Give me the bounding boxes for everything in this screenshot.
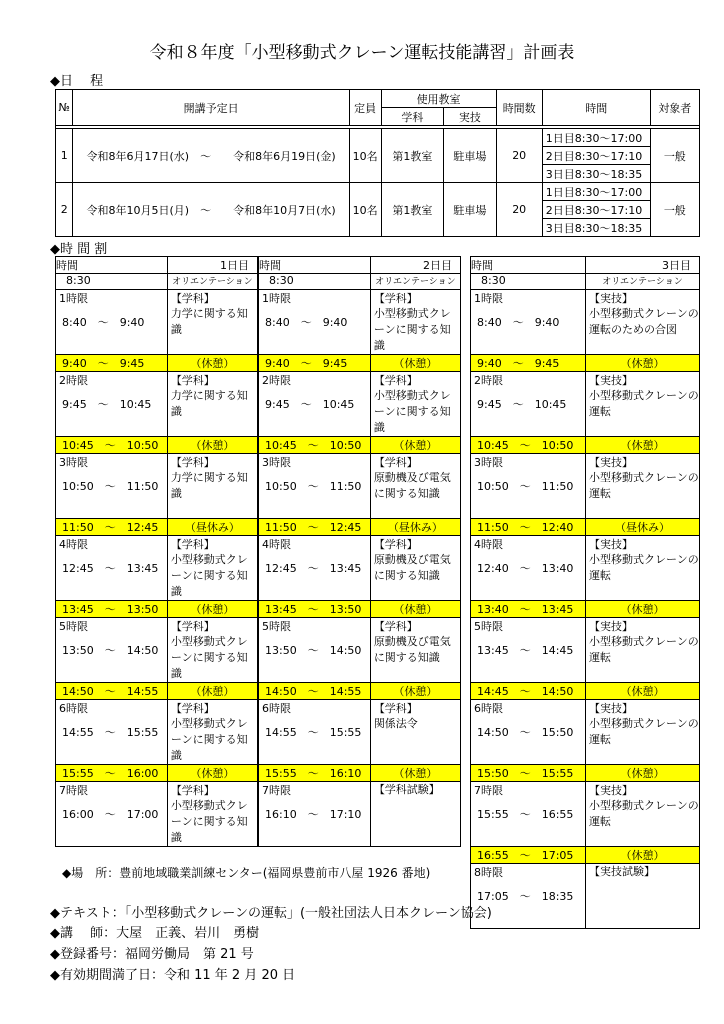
row-no: 1 [56, 129, 73, 183]
break-row [259, 519, 461, 536]
break-row [56, 601, 258, 618]
period-time: 13:50 〜 14:50 [62, 644, 159, 657]
period-time: 14:50 〜 15:50 [477, 726, 574, 739]
day-label: 2日目 [370, 257, 460, 274]
period-subject: 力学に関する知識 [170, 307, 248, 336]
col-time: 時間 [542, 90, 650, 126]
col-classroom: 使用教室 [381, 90, 496, 108]
break-row [56, 437, 258, 454]
row-capacity: 10名 [349, 183, 381, 237]
break-label: （昼休み） [167, 519, 257, 536]
row-dates [73, 129, 349, 183]
period-subject: 原動機及び電気に関する知識 [373, 635, 451, 664]
period-category: 【実技】 [588, 538, 633, 551]
break-label: （休憩） [167, 765, 257, 782]
period-category: 【学科】 [170, 374, 215, 387]
period-row [56, 782, 258, 847]
period-row [471, 782, 700, 847]
row-hours: 20 [496, 183, 542, 237]
break-row [471, 601, 700, 618]
period-subject: 小型移動式クレーンの運転 [588, 635, 699, 664]
period-row [471, 864, 700, 929]
period-category: 【実技】 [588, 456, 633, 469]
start-time: 8:30 [56, 274, 168, 290]
time-header: 時間 [259, 257, 371, 274]
period-row [56, 290, 258, 355]
break-label: （休憩） [585, 683, 699, 700]
break-label: （昼休み） [585, 519, 699, 536]
period-row [471, 454, 700, 519]
period-time: 12:45 〜 13:45 [62, 562, 159, 575]
break-time: 11:50 〜 12:40 [471, 519, 586, 536]
break-row [56, 765, 258, 782]
period-time: 9:45 〜 10:45 [265, 398, 355, 411]
break-row [471, 765, 700, 782]
break-time: 15:50 〜 15:55 [471, 765, 586, 782]
break-label: （休憩） [167, 683, 257, 700]
period-label: 4時限 [262, 538, 291, 551]
period-row [56, 454, 258, 519]
period-subject: 原動機及び電気に関する知識 [373, 471, 451, 500]
row-lecture: 第1教室 [381, 183, 444, 237]
period-label: 3時限 [59, 456, 88, 469]
period-subject: 小型移動式クレーンに関する知識 [170, 553, 248, 598]
period-label: 2時限 [474, 374, 503, 387]
period-label: 8時限 [474, 866, 503, 879]
period-subject: 小型移動式クレーンに関する知識 [170, 799, 248, 844]
period-row [471, 700, 700, 765]
break-row [259, 437, 461, 454]
period-row [259, 618, 461, 683]
row-time-day3: 3日目8:30～18:35 [542, 165, 650, 183]
timetable-day-1 [55, 256, 258, 847]
period-time: 15:55 〜 16:55 [477, 808, 574, 821]
break-time: 13:40 〜 13:45 [471, 601, 586, 618]
period-subject: 【学科試験】 [373, 783, 440, 796]
period-time: 10:50 〜 11:50 [62, 480, 159, 493]
period-category: 【実技】 [588, 292, 633, 305]
period-row [471, 290, 700, 355]
period-row [259, 372, 461, 437]
break-time: 13:45 〜 13:50 [56, 601, 168, 618]
period-category: 【実技】 [588, 374, 633, 387]
period-label: 6時限 [262, 702, 291, 715]
period-subject: 小型移動式クレーンに関する知識 [373, 389, 451, 434]
period-category: 【学科】 [170, 292, 215, 305]
period-time: 9:45 〜 10:45 [477, 398, 567, 411]
period-category: 【学科】 [373, 374, 418, 387]
break-label: （休憩） [370, 355, 460, 372]
break-time: 10:45 〜 10:50 [471, 437, 586, 454]
period-subject: 小型移動式クレーンの運転 [588, 799, 699, 828]
period-label: 3時限 [262, 456, 291, 469]
period-category: 【学科】 [373, 292, 418, 305]
period-category: 【学科】 [170, 538, 215, 551]
period-time: 10:50 〜 11:50 [265, 480, 362, 493]
break-label: （昼休み） [370, 519, 460, 536]
period-label: 5時限 [262, 620, 291, 633]
period-category: 【学科】 [170, 702, 215, 715]
period-subject: 小型移動式クレーンに関する知識 [373, 307, 451, 352]
period-category: 【実技】 [588, 620, 633, 633]
period-label: 6時限 [59, 702, 88, 715]
row-no: 2 [56, 183, 73, 237]
period-category: 【学科】 [170, 784, 215, 797]
period-subject: 力学に関する知識 [170, 389, 248, 418]
time-header: 時間 [56, 257, 168, 274]
period-time: 8:40 〜 9:40 [477, 316, 560, 329]
period-row [259, 290, 461, 355]
row-practice: 駐車場 [444, 129, 496, 183]
row-dates [73, 183, 349, 237]
period-time: 9:45 〜 10:45 [62, 398, 152, 411]
period-row [471, 536, 700, 601]
col-target: 対象者 [650, 90, 699, 126]
start-date: 令和8年10月5日(月) ～ [86, 203, 212, 217]
break-row [471, 683, 700, 700]
period-label: 2時限 [262, 374, 291, 387]
row-practice: 駐車場 [444, 183, 496, 237]
row-hours: 20 [496, 129, 542, 183]
period-time: 13:45 〜 14:45 [477, 644, 574, 657]
instructors: ◆講 師：大屋 正義、岩川 勇樹 [50, 926, 260, 941]
break-row [259, 765, 461, 782]
schedule-row [56, 183, 700, 201]
day-label: 3日目 [585, 257, 699, 274]
row-capacity: 10名 [349, 129, 381, 183]
period-time: 10:50 〜 11:50 [477, 480, 574, 493]
schedule-table [55, 89, 700, 237]
page-title: 令和８年度「小型移動式クレーン運転技能講習」計画表 [149, 43, 575, 63]
timetable-heading: ◆時 間 割 [50, 242, 108, 257]
end-date: 令和8年6月19日(金) [233, 149, 336, 163]
break-label: （休憩） [167, 355, 257, 372]
break-row [259, 683, 461, 700]
period-subject: 小型移動式クレーンの運転 [588, 471, 699, 500]
break-time: 15:55 〜 16:10 [259, 765, 371, 782]
period-subject: 関係法令 [373, 717, 418, 730]
period-row [259, 782, 461, 847]
row-time-day3: 3日目8:30～18:35 [542, 219, 650, 237]
orientation: オリエンテーション [370, 274, 460, 290]
period-subject: 小型移動式クレーンの運転 [588, 553, 699, 582]
orientation: オリエンテーション [585, 274, 699, 290]
registration-number: ◆登録番号：福岡労働局 第 21 号 [50, 947, 254, 962]
row-time-day2: 2日目8:30～17:10 [542, 201, 650, 219]
break-row [56, 683, 258, 700]
textbook: ◆テキスト：「小型移動式クレーンの運転」(一般社団法人日本クレーン協会) [50, 906, 492, 921]
period-label: 1時限 [262, 292, 291, 305]
period-subject: 小型移動式クレーンに関する知識 [170, 717, 248, 762]
row-time-day2: 2日目8:30～17:10 [542, 147, 650, 165]
expiry-date: ◆有効期間満了日：令和 11 年 2 月 20 日 [50, 968, 296, 983]
break-row [471, 847, 700, 864]
break-time: 10:45 〜 10:50 [259, 437, 371, 454]
break-label: （休憩） [585, 355, 699, 372]
period-time: 8:40 〜 9:40 [265, 316, 348, 329]
break-label: （休憩） [370, 683, 460, 700]
period-subject: 【実技試験】 [588, 865, 655, 878]
period-label: 4時限 [59, 538, 88, 551]
period-label: 7時限 [474, 784, 503, 797]
timetable-day-3 [470, 256, 700, 929]
period-label: 1時限 [59, 292, 88, 305]
time-header: 時間 [471, 257, 586, 274]
break-row [471, 437, 700, 454]
period-time: 14:55 〜 15:55 [265, 726, 362, 739]
break-row [259, 601, 461, 618]
period-row [56, 372, 258, 437]
break-time: 13:45 〜 13:50 [259, 601, 371, 618]
end-date: 令和8年10月7日(水) [233, 203, 336, 217]
venue: ◆場 所：豊前地域職業訓練センター(福岡県豊前市八屋 1926 番地) [62, 866, 431, 880]
period-subject: 力学に関する知識 [170, 471, 248, 500]
schedule-row [56, 129, 700, 147]
col-no: № [56, 90, 73, 126]
break-label: （休憩） [370, 765, 460, 782]
col-lecture: 学科 [381, 108, 444, 126]
start-time: 8:30 [471, 274, 586, 290]
period-row [471, 372, 700, 437]
break-time: 9:40 〜 9:45 [56, 355, 168, 372]
period-time: 14:55 〜 15:55 [62, 726, 159, 739]
period-label: 7時限 [262, 784, 291, 797]
period-time: 16:10 〜 17:10 [265, 808, 362, 821]
period-label: 5時限 [59, 620, 88, 633]
period-label: 4時限 [474, 538, 503, 551]
period-row [259, 536, 461, 601]
period-category: 【学科】 [170, 620, 215, 633]
break-row [56, 355, 258, 372]
period-category: 【学科】 [373, 620, 418, 633]
row-time-day1: 1日目8:30～17:00 [542, 183, 650, 201]
period-category: 【実技】 [588, 784, 633, 797]
period-subject: 小型移動式クレーンに関する知識 [170, 635, 248, 680]
col-practice: 実技 [444, 108, 496, 126]
break-label: （休憩） [370, 437, 460, 454]
period-label: 1時限 [474, 292, 503, 305]
orientation: オリエンテーション [167, 274, 257, 290]
period-label: 7時限 [59, 784, 88, 797]
period-label: 6時限 [474, 702, 503, 715]
period-label: 5時限 [474, 620, 503, 633]
break-row [56, 519, 258, 536]
period-time: 12:40 〜 13:40 [477, 562, 574, 575]
period-time: 8:40 〜 9:40 [62, 316, 145, 329]
break-label: （休憩） [585, 601, 699, 618]
period-time: 13:50 〜 14:50 [265, 644, 362, 657]
period-row [56, 700, 258, 765]
period-subject: 原動機及び電気に関する知識 [373, 553, 451, 582]
break-time: 9:40 〜 9:45 [259, 355, 371, 372]
period-time: 16:00 〜 17:00 [62, 808, 159, 821]
period-time: 17:05 〜 18:35 [477, 890, 574, 903]
period-row [56, 618, 258, 683]
col-dates: 開講予定日 [73, 90, 349, 126]
timetable-day-2 [258, 256, 461, 847]
break-label: （休憩） [585, 765, 699, 782]
period-row [259, 700, 461, 765]
row-lecture: 第1教室 [381, 129, 444, 183]
break-time: 14:50 〜 14:55 [259, 683, 371, 700]
period-subject: 小型移動式クレーンの運転のための合図 [588, 307, 699, 336]
row-target: 一般 [650, 183, 699, 237]
day-label: 1日目 [167, 257, 257, 274]
break-time: 15:55 〜 16:00 [56, 765, 168, 782]
period-label: 2時限 [59, 374, 88, 387]
schedule-heading: ◆日 程 [50, 74, 104, 89]
break-time: 16:55 〜 17:05 [471, 847, 586, 864]
break-time: 11:50 〜 12:45 [56, 519, 168, 536]
break-row [471, 519, 700, 536]
break-time: 14:45 〜 14:50 [471, 683, 586, 700]
break-label: （休憩） [585, 437, 699, 454]
period-row [259, 454, 461, 519]
break-row [471, 355, 700, 372]
period-category: 【学科】 [373, 538, 418, 551]
period-subject: 小型移動式クレーンの運転 [588, 389, 699, 418]
break-row [259, 355, 461, 372]
col-hours: 時間数 [496, 90, 542, 126]
start-time: 8:30 [259, 274, 371, 290]
period-category: 【学科】 [170, 456, 215, 469]
start-date: 令和8年6月17日(水) ～ [86, 149, 212, 163]
row-target: 一般 [650, 129, 699, 183]
period-category: 【学科】 [373, 456, 418, 469]
period-time: 12:45 〜 13:45 [265, 562, 362, 575]
period-category: 【実技】 [588, 702, 633, 715]
break-time: 14:50 〜 14:55 [56, 683, 168, 700]
break-time: 10:45 〜 10:50 [56, 437, 168, 454]
period-category: 【学科】 [373, 702, 418, 715]
row-time-day1: 1日目8:30～17:00 [542, 129, 650, 147]
break-time: 11:50 〜 12:45 [259, 519, 371, 536]
period-label: 3時限 [474, 456, 503, 469]
break-label: （休憩） [167, 437, 257, 454]
break-label: （休憩） [167, 601, 257, 618]
break-label: （休憩） [585, 847, 699, 864]
break-label: （休憩） [370, 601, 460, 618]
col-capacity: 定員 [349, 90, 381, 126]
break-time: 9:40 〜 9:45 [471, 355, 586, 372]
period-row [56, 536, 258, 601]
period-row [471, 618, 700, 683]
period-subject: 小型移動式クレーンの運転 [588, 717, 699, 746]
